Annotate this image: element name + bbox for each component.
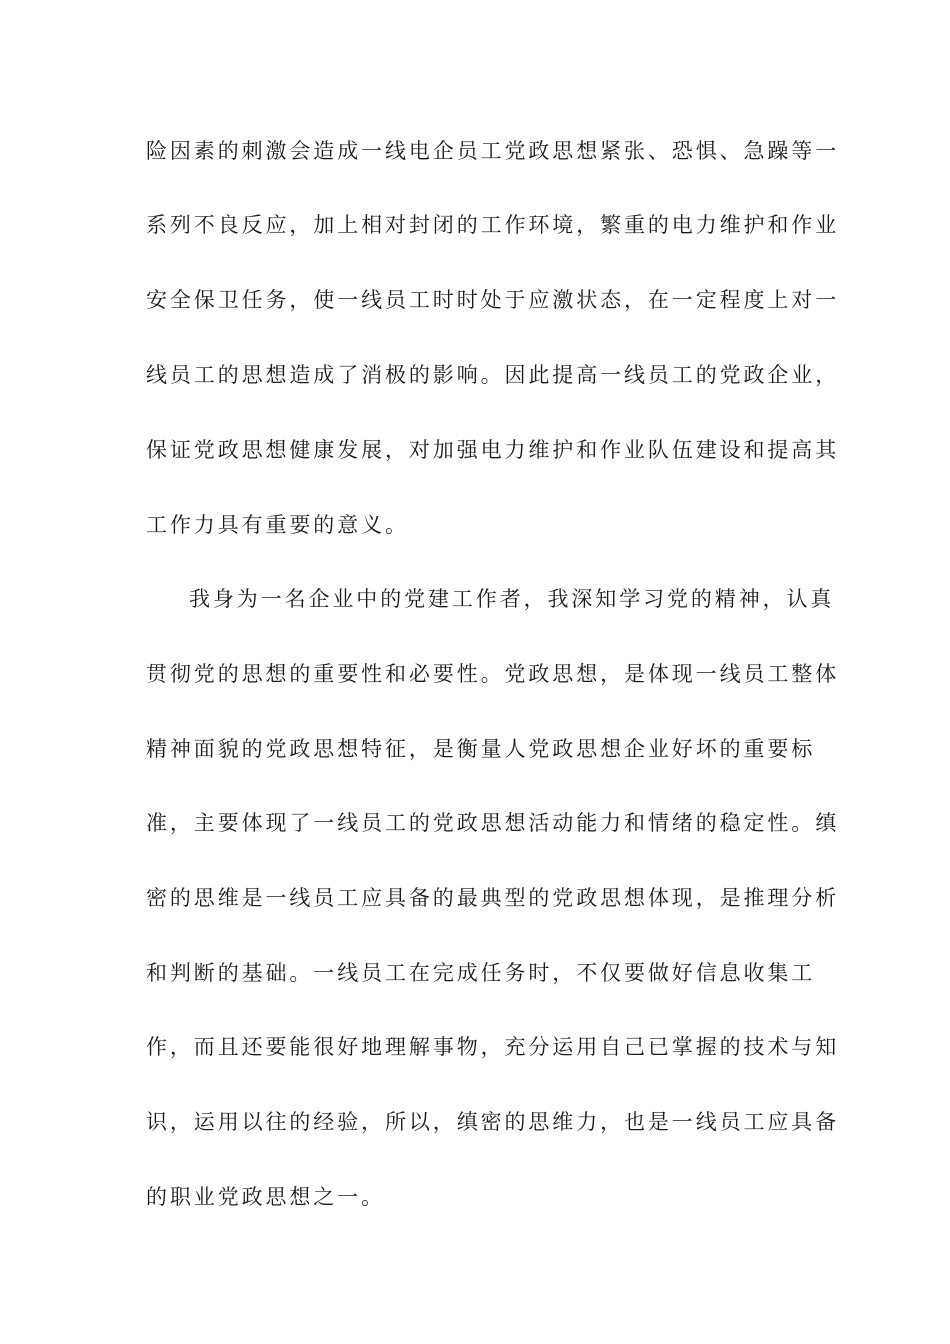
text-line: 险因素的刺激会造成一线电企员工党政思想紧张、恐惧、急躁等一 — [146, 139, 840, 163]
text-line: 准，主要体现了一线员工的党政思想活动能力和情绪的稳定性。缜 — [146, 811, 840, 835]
text-line: 贯彻党的思想的重要性和必要性。党政思想，是体现一线员工整体 — [146, 662, 840, 686]
text-line: 识，运用以往的经验，所以，缜密的思维力，也是一线员工应具备 — [146, 1110, 840, 1134]
text-line: 作，而且还要能很好地理解事物，充分运用自己已掌握的技术与知 — [146, 1035, 840, 1059]
text-line: 线员工的思想造成了消极的影响。因此提高一线员工的党政企业， — [146, 363, 840, 387]
text-line: 密的思维是一线员工应具备的最典型的党政思想体现，是推理分析 — [146, 886, 840, 910]
text-line: 的职业党政思想之一。 — [146, 1185, 385, 1209]
text-line: 保证党政思想健康发展，对加强电力维护和作业队伍建设和提高其 — [146, 438, 840, 462]
text-line: 和判断的基础。一线员工在完成任务时，不仅要做好信息收集工 — [146, 961, 816, 985]
text-line: 系列不良反应，加上相对封闭的工作环境，繁重的电力维护和作业 — [146, 213, 840, 237]
text-line: 精神面貌的党政思想特征，是衡量人党政思想企业好坏的重要标 — [146, 737, 816, 761]
text-line: 安全保卫任务，使一线员工时时处于应激状态，在一定程度上对一 — [146, 288, 840, 312]
text-line: 我身为一名企业中的党建工作者，我深知学习党的精神，认真 — [189, 587, 835, 611]
text-line: 工作力具有重要的意义。 — [146, 513, 409, 537]
